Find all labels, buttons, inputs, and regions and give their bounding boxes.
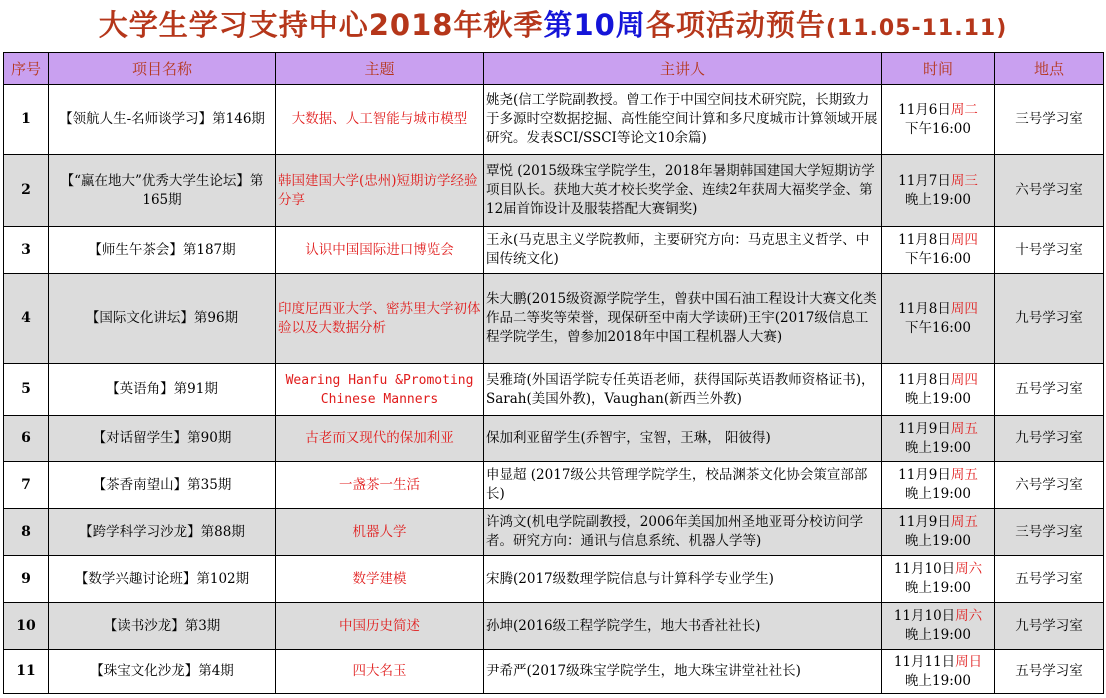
row-place: 三号学习室 (995, 509, 1104, 556)
header-time: 时间 (882, 53, 995, 85)
row-no: 4 (4, 274, 49, 364)
row-hour: 晚上19:00 (905, 672, 971, 689)
header-place: 地点 (995, 53, 1104, 85)
row-place: 五号学习室 (995, 650, 1104, 694)
table-row (4, 603, 1104, 650)
row-topic: 四大名玉 (276, 650, 484, 694)
row-no: 3 (4, 227, 49, 274)
row-time (882, 603, 995, 650)
row-project-name: 【国际文化讲坛】第96期 (49, 274, 276, 364)
row-weekday: 周五 (950, 514, 978, 530)
table-row (4, 227, 1104, 274)
row-time (882, 650, 995, 694)
table-row (4, 509, 1104, 556)
row-no: 2 (4, 155, 49, 227)
title-prefix: 大学生学习支持中心2018年秋季 (98, 8, 544, 42)
row-topic: Wearing Hanfu &Promoting Chinese Manners (276, 364, 484, 416)
row-speaker: 尹希严(2017级珠宝学院学生，地大珠宝讲堂社社长) (484, 650, 882, 694)
row-topic: 印度尼西亚大学、密苏里大学初体验以及大数据分析 (276, 274, 484, 364)
row-speaker: 孙坤(2016级工程学院学生，地大书香社社长) (484, 603, 882, 650)
row-topic: 认识中国国际进口博览会 (276, 227, 484, 274)
row-hour: 晚上19:00 (905, 191, 971, 208)
header-topic: 主题 (276, 53, 484, 85)
row-date: 11月8日 (898, 232, 951, 248)
row-no: 1 (4, 85, 49, 155)
row-hour: 晚上19:00 (905, 627, 971, 643)
row-hour: 下午16:00 (905, 319, 971, 336)
row-place: 六号学习室 (995, 462, 1104, 509)
row-hour: 晚上19:00 (905, 486, 971, 502)
row-speaker: 保加利亚留学生(乔智宇，宝智，王琳， 阳彼得) (484, 416, 882, 462)
row-no: 8 (4, 509, 49, 556)
row-weekday: 周四 (950, 300, 978, 317)
row-date: 11月10日 (893, 608, 956, 624)
row-weekday: 周二 (950, 101, 978, 118)
row-date: 11月9日 (898, 467, 951, 483)
row-place: 三号学习室 (995, 85, 1104, 155)
row-place: 六号学习室 (995, 155, 1104, 227)
row-hour: 下午16:00 (905, 120, 971, 137)
row-project-name: 【英语角】第91期 (49, 364, 276, 416)
row-place: 十号学习室 (995, 227, 1104, 274)
row-hour: 晚上19:00 (905, 390, 971, 407)
table-row (4, 155, 1104, 227)
row-topic: 大数据、人工智能与城市模型 (276, 85, 484, 155)
row-time (882, 416, 995, 462)
row-no: 10 (4, 603, 49, 650)
row-speaker: 姚尧(信工学院副教授。曾工作于中国空间技术研究院，长期致力于多源时空数据挖掘、高性能空间计算和多尺度城市计算领域开展研究。发表SCI/SSCI等论文10余篇) (484, 85, 882, 155)
row-project-name: 【对话留学生】第90期 (49, 416, 276, 462)
row-date: 11月8日 (898, 300, 951, 317)
row-speaker: 王永(马克思主义学院教师，主要研究方向：马克思主义哲学、中国传统文化) (484, 227, 882, 274)
table-row (4, 274, 1104, 364)
row-date: 11月9日 (898, 420, 951, 437)
title-week: 第10周 (543, 8, 646, 42)
table-row (4, 556, 1104, 603)
row-time (882, 364, 995, 416)
row-time (882, 556, 995, 603)
row-hour: 晚上19:00 (905, 439, 971, 456)
header-project-name: 项目名称 (49, 53, 276, 85)
row-place: 五号学习室 (995, 556, 1104, 603)
row-project-name: 【读书沙龙】第3期 (49, 603, 276, 650)
row-place: 九号学习室 (995, 416, 1104, 462)
table-row (4, 650, 1104, 694)
row-date: 11月6日 (898, 101, 951, 118)
row-time (882, 509, 995, 556)
row-time (882, 462, 995, 509)
row-weekday: 周五 (950, 467, 978, 483)
row-topic: 古老而又现代的保加利亚 (276, 416, 484, 462)
row-hour: 下午16:00 (905, 251, 971, 267)
row-date: 11月7日 (898, 172, 951, 189)
row-speaker: 宋腾(2017级数理学院信息与计算科学专业学生) (484, 556, 882, 603)
row-no: 9 (4, 556, 49, 603)
row-date: 11月8日 (898, 371, 951, 388)
row-time (882, 85, 995, 155)
row-project-name: 【跨学科学习沙龙】第88期 (49, 509, 276, 556)
row-topic: 机器人学 (276, 509, 484, 556)
row-project-name: 【领航人生-名师谈学习】第146期 (49, 85, 276, 155)
row-speaker: 覃悦 (2015级珠宝学院学生，2018年暑期韩国建国大学短期访学项目队长。获地大英才校长奖学金、连续2年获周大福奖学金、第12届首饰设计及服装搭配大赛铜奖) (484, 155, 882, 227)
header-no: 序号 (4, 53, 49, 85)
row-project-name: 【数学兴趣讨论班】第102期 (49, 556, 276, 603)
title-range: (11.05-11.11) (825, 16, 1008, 41)
row-speaker: 许鸿文(机电学院副教授，2006年美国加州圣地亚哥分校访问学者。研究方向：通讯与信息系统、机器人学等) (484, 509, 882, 556)
activity-table (3, 52, 1104, 694)
row-project-name: 【“赢在地大”优秀大学生论坛】第165期 (49, 155, 276, 227)
row-weekday: 周六 (955, 608, 983, 624)
row-time (882, 274, 995, 364)
row-place: 五号学习室 (995, 364, 1104, 416)
row-speaker: 吴雅琦(外国语学院专任英语老师，获得国际英语教师资格证书)，Sarah(美国外教)，Vaughan(新西兰外教) (484, 364, 882, 416)
row-weekday: 周六 (955, 561, 983, 577)
row-date: 11月9日 (898, 514, 951, 530)
row-weekday: 周四 (950, 232, 978, 248)
row-topic: 韩国建国大学(忠州)短期访学经验分享 (276, 155, 484, 227)
row-weekday: 周日 (955, 653, 983, 670)
row-project-name: 【师生午茶会】第187期 (49, 227, 276, 274)
row-no: 6 (4, 416, 49, 462)
row-speaker: 申显超 (2017级公共管理学院学生，校品渊茶文化协会策宣部部长) (484, 462, 882, 509)
row-topic: 数学建模 (276, 556, 484, 603)
row-no: 5 (4, 364, 49, 416)
row-weekday: 周三 (950, 172, 978, 189)
title-suffix: 各项活动预告 (645, 8, 826, 42)
row-no: 11 (4, 650, 49, 694)
row-place: 九号学习室 (995, 603, 1104, 650)
row-weekday: 周四 (950, 371, 978, 388)
row-place: 九号学习室 (995, 274, 1104, 364)
header-speaker: 主讲人 (484, 53, 882, 85)
table-row (4, 462, 1104, 509)
page-title (0, 0, 1106, 50)
row-project-name: 【茶香南望山】第35期 (49, 462, 276, 509)
row-hour: 晚上19:00 (905, 533, 971, 549)
row-time (882, 227, 995, 274)
row-date: 11月10日 (893, 561, 956, 577)
table-row (4, 85, 1104, 155)
row-date: 11月11日 (893, 653, 956, 670)
row-speaker: 朱大鹏(2015级资源学院学生，曾获中国石油工程设计大赛文化类作品二等奖等荣誉，现保研至中南大学读研)王宇(2017级信息工程学院学生，曾参加2018年中国工程机器人大赛) (484, 274, 882, 364)
row-project-name: 【珠宝文化沙龙】第4期 (49, 650, 276, 694)
row-topic: 一盏茶一生活 (276, 462, 484, 509)
row-no: 7 (4, 462, 49, 509)
row-weekday: 周五 (950, 420, 978, 437)
row-topic: 中国历史简述 (276, 603, 484, 650)
table-header-row (4, 53, 1104, 85)
table-row (4, 416, 1104, 462)
row-hour: 晚上19:00 (905, 580, 971, 596)
row-time (882, 155, 995, 227)
table-row (4, 364, 1104, 416)
